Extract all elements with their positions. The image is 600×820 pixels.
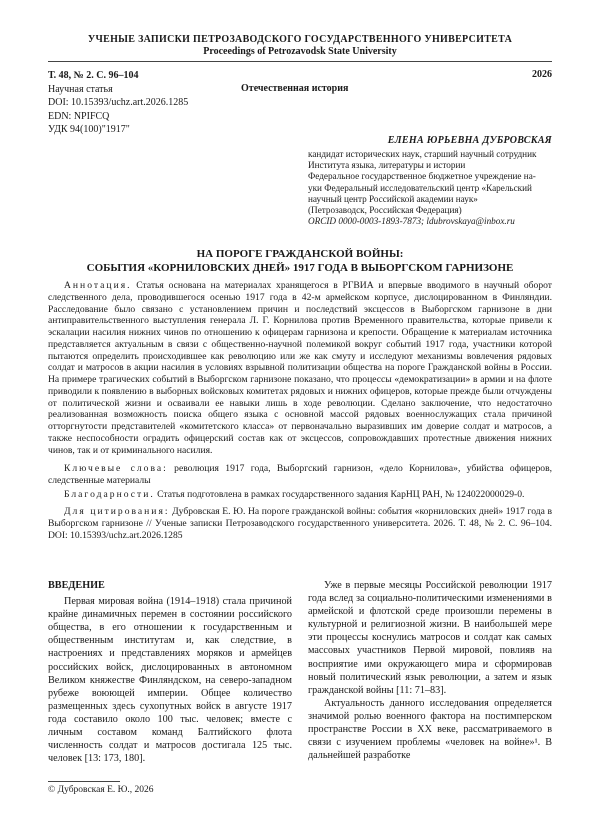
author-name: ЕЛЕНА ЮРЬЕВНА ДУБРОВСКАЯ bbox=[387, 135, 552, 146]
abstract-label: Аннотация. bbox=[64, 280, 132, 291]
keywords-text: революция 1917 года, Выборгский гарнизон, «дело Корнилова», убийства офицеров, следственные материалы bbox=[48, 463, 552, 486]
volume-info: Т. 48, № 2. С. 96–104 bbox=[48, 70, 139, 81]
abstract-text: Статья основана на материалах хранящегося в РГВИА и впервые вводимого в научный оборот следственного дела, проводившегося осенью 1917 года в 42-м армейском корпусе, дислоцированном в Финляндии. Расследование было связано с установлением причин и последствий эксцессов в Выборгском гарнизоне в дни антиправительственного выступления генерала Л. Г. Корнилова против Временного правительства, которые привели к эскалации насилия нижних чинов по отношению к офицерам гарнизона и крепости. Обращение к материалам источника представляется актуальным в связи с общественно-научной полемикой вокруг событий 1917 года, участники которой пытаются определить происходившее как революцию или же как смуту и исследуют механизмы вовлечения рядовых солдат и матросов в акции насилия в условиях взрывной политизации общества на пороге Гражданской войны в России. На примере трагических событий в Выборгском гарнизоне показано, что процессы «демократизации» в армии и на флоте приводили к появлению в выборных войсковых комитетах рядовых и нижних офицеров, которые прежде были отчуждены от политической жизни и осваивали ее навыки лишь в ходе революции. Сделано заключение, что недостаточно реализованная возможность поиска общего языка с основной массой рядовых военнослужащих стала причиной отторгнутости представителей «комитетского класса» от первоначально выразивших им доверие солдат и матросов, а также неспособности оградить офицерский состав как от эксцессов, сопровождавших протестные движения нижних чинов, так и от криминального насилия. bbox=[48, 280, 552, 456]
acknowledgments-label: Благодарности. bbox=[64, 489, 155, 500]
affiliation-line: Федеральное государственное бюджетное учреждение на- bbox=[308, 171, 536, 182]
article-meta bbox=[48, 69, 188, 137]
body-column-right bbox=[308, 579, 552, 762]
affiliation-line: кандидат исторических наук, старший научный сотрудник bbox=[308, 149, 537, 159]
section-title: Отечественная история bbox=[241, 83, 349, 94]
affiliation-line: уки Федеральный исследовательский центр «Карельский bbox=[308, 182, 532, 193]
edn: EDN: NPIFCQ bbox=[48, 110, 110, 122]
header-divider bbox=[48, 61, 552, 62]
keywords-label: Ключевые слова: bbox=[64, 463, 168, 474]
article-type: Научная статья bbox=[48, 83, 113, 95]
citation-text: Дубровская Е. Ю. На пороге гражданской войны: события «корниловских дней» 1917 года в Выборгском гарнизоне // Ученые записки Петрозаводского государственного университета. 2026. Т. 48, № 2. С. 96–104. DOI: 10.15393/uchz.art.2026.1285 bbox=[48, 506, 552, 541]
citation bbox=[48, 506, 552, 541]
doi[interactable]: DOI: 10.15393/uchz.art.2026.1285 bbox=[48, 97, 189, 109]
paragraph: Актуальность данного исследования определяется значимой ролью военного фактора на постимперском пространстве России в XX веке, рассматриваемого в связи с изучением проблемы «человек на войне»¹. В дальнейшей разработке bbox=[308, 697, 552, 762]
year: 2026 bbox=[532, 69, 552, 80]
citation-label: Для цитирования: bbox=[64, 506, 170, 517]
journal-title-ru: УЧЕНЫЕ ЗАПИСКИ ПЕТРОЗАВОДСКОГО ГОСУДАРСТВЕННОГО УНИВЕРСИТЕТА bbox=[87, 34, 513, 45]
affiliation-line: Института языка, литературы и истории bbox=[308, 160, 466, 171]
udk: УДК 94(100)"1917" bbox=[48, 124, 130, 136]
article-title bbox=[48, 248, 552, 275]
acknowledgments bbox=[48, 489, 552, 501]
paragraph: Первая мировая война (1914–1918) стала причиной крайне динамичных перемен в состоянии российского общества, в его отношении к государственным и общественным институтам и, как следствие, в настроениях и представлениях моряков и армейцев российских войск, дислоцированных в автономном Великом княжестве Финляндском, на северо-западном рубеже воюющей империи. Общее количество размещенных здесь сухопутных войск в августе 1917 года составило около 100 тыс. человек; вместе с личным составом команд Балтийского флота численность солдат и матросов достигала 125 тыс. человек [13: 173, 180]. bbox=[48, 596, 292, 765]
body-column-left bbox=[48, 579, 292, 765]
section-heading: ВВЕДЕНИЕ bbox=[48, 580, 105, 591]
affiliation-line: (Петрозаводск, Российская Федерация) bbox=[308, 205, 462, 216]
title-line-2: СОБЫТИЯ «КОРНИЛОВСКИХ ДНЕЙ» 1917 ГОДА В ВЫБОРГСКОМ ГАРНИЗОНЕ bbox=[86, 261, 514, 274]
paragraph: Уже в первые месяцы Российской революции 1917 года вслед за социально-политическими изменениями в армейской и флотской среде произошли перемены в культурной и религиозной жизни. В наибольшей мере эти процессы коснулись матросов и солдат как самых массовых участников Первой мировой, повлияв на восприятие ими окружающего мира и сформировав новый политический язык революции, а затем и язык гражданской войны [11: 71–83]. bbox=[308, 580, 552, 696]
keywords bbox=[48, 463, 552, 487]
copyright: © Дубровская Е. Ю., 2026 bbox=[48, 785, 154, 795]
title-line-1: НА ПОРОГЕ ГРАЖДАНСКОЙ ВОЙНЫ: bbox=[196, 248, 404, 260]
journal-title-en: Proceedings of Petrozavodsk State University bbox=[203, 46, 397, 57]
orcid-email[interactable]: ORCID 0000-0003-1893-7873; ldubrovskaya@inbox.ru bbox=[308, 216, 515, 227]
acknowledgments-text: Статья подготовлена в рамках государственного задания КарНЦ РАН, № 124022000029-0. bbox=[157, 489, 525, 500]
footnote-divider bbox=[48, 781, 120, 782]
abstract bbox=[48, 280, 552, 456]
affiliation-line: научный центр Российской академии наук» bbox=[308, 193, 478, 204]
author-affiliation bbox=[308, 149, 552, 227]
